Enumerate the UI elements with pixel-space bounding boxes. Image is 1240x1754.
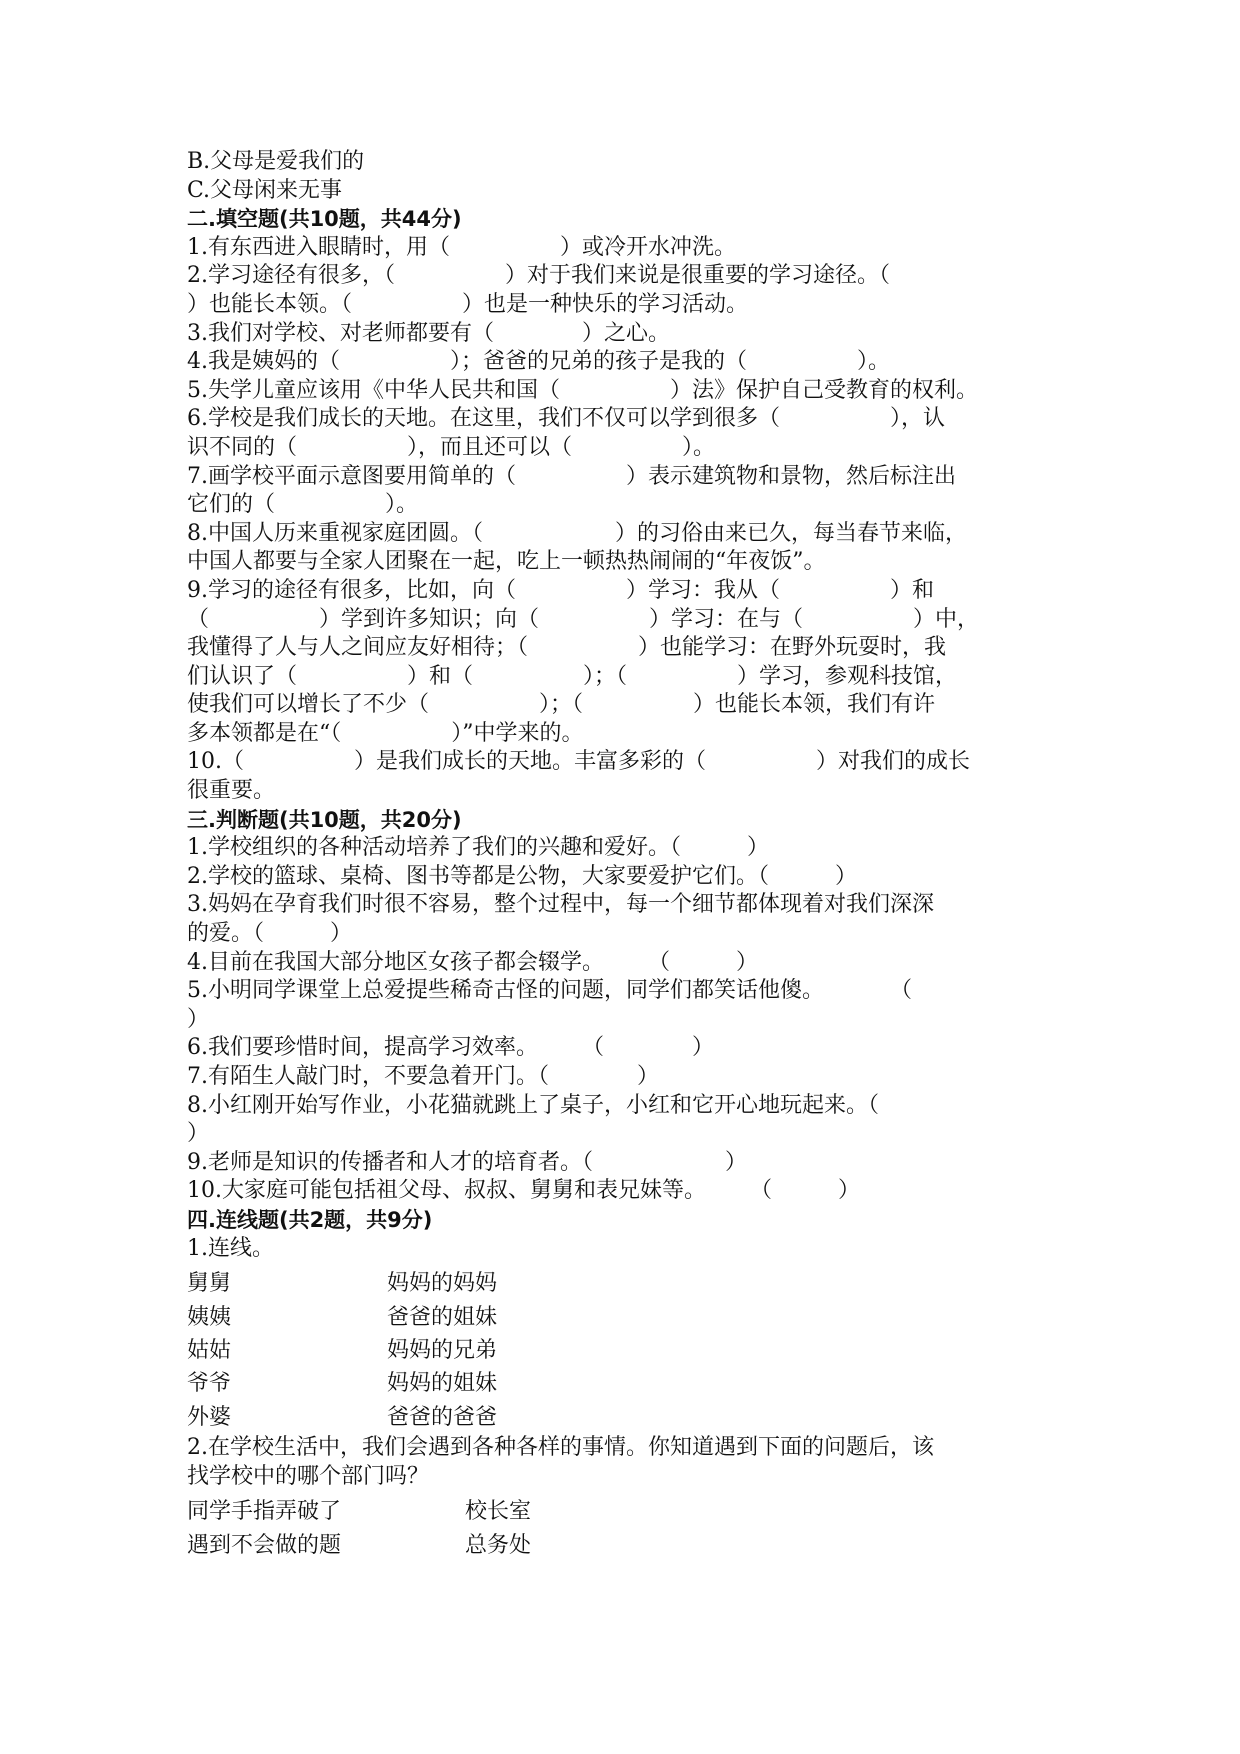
text-line: 9.学习的途径有很多，比如，向（ ）学习：我从（ ）和 <box>187 577 934 603</box>
match-right: 总务处 <box>465 1532 532 1558</box>
section-title: 四.连线题(共2题，共9分) <box>187 1207 433 1232</box>
text-line: 的爱。（ ） <box>187 921 353 947</box>
text-line: 7.有陌生人敲门时，不要急着开门。（ ） <box>187 1064 659 1089</box>
text-line: 2.学习途径有很多，（ ）对于我们来说是很重要的学习途径。（ <box>187 263 890 289</box>
text-line: 10.大家庭可能包括祖父母、叔叔、舅舅和表兄妹等。 （ ） <box>187 1178 860 1204</box>
option-c: C.父母闲来无事 <box>187 177 343 203</box>
text-line: 8.中国人历来重视家庭团圆。（ ）的习俗由来已久，每当春节来临， <box>187 520 967 546</box>
match-right: 妈妈的妈妈 <box>387 1271 498 1297</box>
text-line: 多本领都是在“（ ）”中学来的。 <box>187 720 584 746</box>
text-line: 6.我们要珍惜时间，提高学习效率。 （ ） <box>187 1035 714 1061</box>
text-line: 4.目前在我国大部分地区女孩子都会辍学。 （ ） <box>187 949 758 975</box>
match-left: 舅舅 <box>187 1271 232 1297</box>
match-row <box>187 1367 1067 1400</box>
text-line: 5.失学儿童应该用《中华人民共和国（ ）法》保护自己受教育的权利。 <box>187 377 978 403</box>
match-right: 妈妈的兄弟 <box>387 1337 498 1363</box>
match-row <box>187 1401 1067 1434</box>
match-row <box>187 1495 1067 1528</box>
text-line: 识不同的（ ），而且还可以（ ）。 <box>187 434 716 460</box>
text-line: 9.老师是知识的传播者和人才的培育者。（ ） <box>187 1149 747 1175</box>
match-left: 姨姨 <box>187 1304 232 1330</box>
match-row <box>187 1267 1067 1300</box>
text-line: 7.画学校平面示意图要用简单的（ ）表示建筑物和景物，然后标注出 <box>187 463 956 489</box>
section-fill-in-blank <box>187 205 1067 805</box>
text-line: 6.学校是我们成长的天地。在这里，我们不仅可以学到很多（ ），认 <box>187 406 945 432</box>
text-line: 5.小明同学课堂上总爱提些稀奇古怪的问题，同学们都笑话他傻。 （ <box>187 978 912 1004</box>
option-b: B.父母是爱我们的 <box>187 149 365 174</box>
text-line: ）也能长本领。（ ）也是一种快乐的学习活动。 <box>187 291 749 317</box>
text-line: 1.有东西进入眼睛时，用（ ）或冷开水冲洗。 <box>187 234 736 260</box>
text-line: 2.学校的篮球、桌椅、图书等都是公物，大家要爱护它们。（ ） <box>187 863 857 889</box>
match-right: 妈妈的姐妹 <box>387 1371 498 1397</box>
match-right: 爸爸的姐妹 <box>387 1304 498 1330</box>
text-line: 4.我是姨妈的（ ）；爸爸的兄弟的孩子是我的（ ）。 <box>187 349 890 375</box>
text-line: 3.妈妈在孕育我们时很不容易，整个过程中，每一个细节都体现着对我们深深 <box>187 892 934 918</box>
text-line: 它们的（ ）。 <box>187 492 419 518</box>
question-prompt: 找学校中的哪个部门吗？ <box>187 1463 430 1489</box>
exam-page <box>187 148 1067 1562</box>
text-line: 8.小红刚开始写作业，小花猫就跳上了桌子，小红和它开心地玩起来。（ <box>187 1092 879 1118</box>
text-line: 我懂得了人与人之间应友好相待；（ ）也能学习：在野外玩耍时，我 <box>187 635 947 661</box>
question-prompt: 2.在学校生活中，我们会遇到各种各样的事情。你知道遇到下面的问题后，该 <box>187 1435 934 1461</box>
section-true-false <box>187 806 1067 1206</box>
text-line: 中国人都要与全家人团聚在一起，吃上一顿热热闹闹的“年夜饭”。 <box>187 549 826 575</box>
text-line: 很重要。 <box>187 778 276 804</box>
section-matching <box>187 1206 1067 1562</box>
match-left: 姑姑 <box>187 1337 232 1363</box>
section-title: 二.填空题(共10题，共44分) <box>187 207 462 232</box>
match-row <box>187 1334 1067 1367</box>
match-row <box>187 1301 1067 1334</box>
text-line: （ ）学到许多知识；向（ ）学习：在与（ ）中， <box>187 606 980 632</box>
match-right: 爸爸的爸爸 <box>387 1404 498 1430</box>
text-line: ） <box>187 1006 210 1032</box>
match-right: 校长室 <box>465 1499 532 1525</box>
text-line: 1.学校组织的各种活动培养了我们的兴趣和爱好。（ ） <box>187 835 769 861</box>
text-line: 3.我们对学校、对老师都要有（ ）之心。 <box>187 320 670 346</box>
match-left: 爷爷 <box>187 1371 232 1397</box>
match-left: 遇到不会做的题 <box>187 1532 342 1558</box>
match-left: 外婆 <box>187 1404 232 1430</box>
text-line: 使我们可以增长了不少（ ）；（ ）也能长本领，我们有许 <box>187 692 936 718</box>
q1-options-tail <box>187 148 1067 205</box>
text-line: 10.（ ）是我们成长的天地。丰富多彩的（ ）对我们的成长 <box>187 749 970 775</box>
text-line: 们认识了（ ）和（ ）；（ ）学习，参观科技馆， <box>187 663 958 689</box>
section-title: 三.判断题(共10题，共20分) <box>187 807 462 832</box>
match-left: 同学手指弄破了 <box>187 1499 342 1525</box>
question-prompt: 1.连线。 <box>187 1235 274 1261</box>
text-line: ） <box>187 1121 210 1147</box>
match-row <box>187 1529 1067 1562</box>
